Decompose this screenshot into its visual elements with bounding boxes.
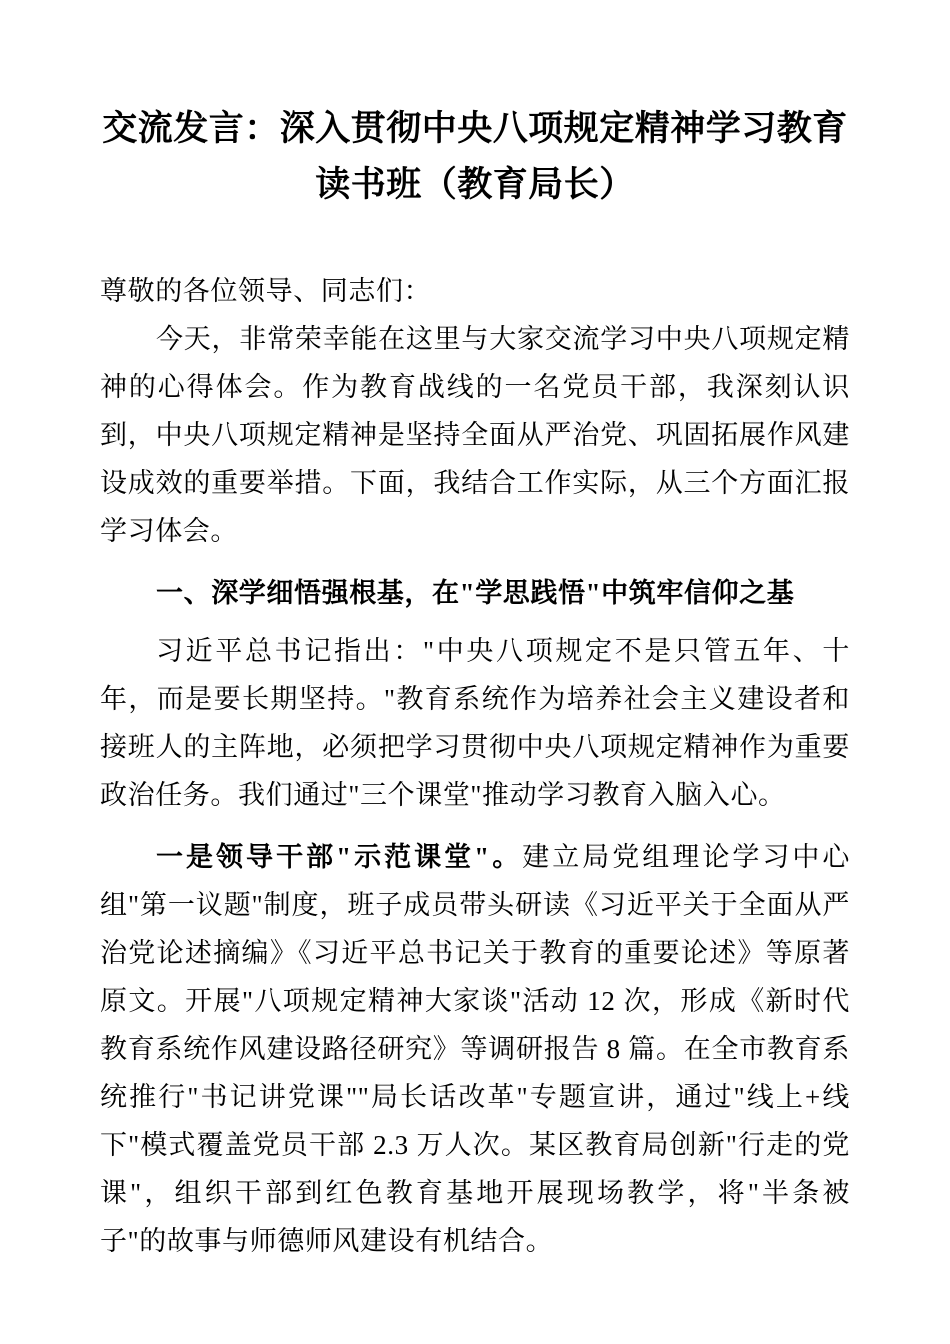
title-spacer [100,213,850,267]
item-1-lead: 一是领导干部"示范课堂"。 [156,842,523,872]
item-1-body: 建立局党组理论学习中心组"第一议题"制度，班子成员带头研读《习近平关于全面从严治党论述摘编》《习近平总书记关于教育的重要论述》等原著原文。开展"八项规定精神大家谈"活动 12 次，形成《新时代教育系统作风建设路径研究》等调研报告 8 篇。在全市教育系统推行"书记讲党课""局长话改革"专题宣讲，通过"线上+线下"模式覆盖党员干部 2.3 万人次。某区教育局创新"行走的党课"，组织干部到红色教育基地开展现场教学，将"半条被子"的故事与师德师风建设有机结合。 [100,842,850,1256]
salutation: 尊敬的各位领导、同志们： [100,276,432,306]
title-line-1: 交流发言：深入贯彻中央八项规定精神学习教育 [102,109,848,148]
section-1-item-1 [100,833,850,1265]
document-body [100,0,850,1265]
title-line-2: 读书班（教育局长） [315,165,635,204]
paragraph-spacer-1 [100,555,850,569]
page-title [100,0,850,213]
section-1-paragraph-1: 习近平总书记指出："中央八项规定不是只管五年、十年，而是要长期坚持。"教育系统作为培养社会主义建设者和接班人的主阵地，必须把学习贯彻中央八项规定精神作为重要政治任务。我们通过"三个课堂"推动学习教育入脑入心。 [100,636,850,810]
paragraph-spacer-3 [100,819,850,833]
paragraph-spacer-2 [100,617,850,627]
section-heading-1: 一、深学细悟强根基，在"学思践悟"中筑牢信仰之基 [156,578,795,608]
opening-paragraph: 今天，非常荣幸能在这里与大家交流学习中央八项规定精神的心得体会。作为教育战线的一名党员干部，我深刻认识到，中央八项规定精神是坚持全面从严治党、巩固拓展作风建设成效的重要举措。下面，我结合工作实际，从三个方面汇报学习体会。 [100,324,850,546]
